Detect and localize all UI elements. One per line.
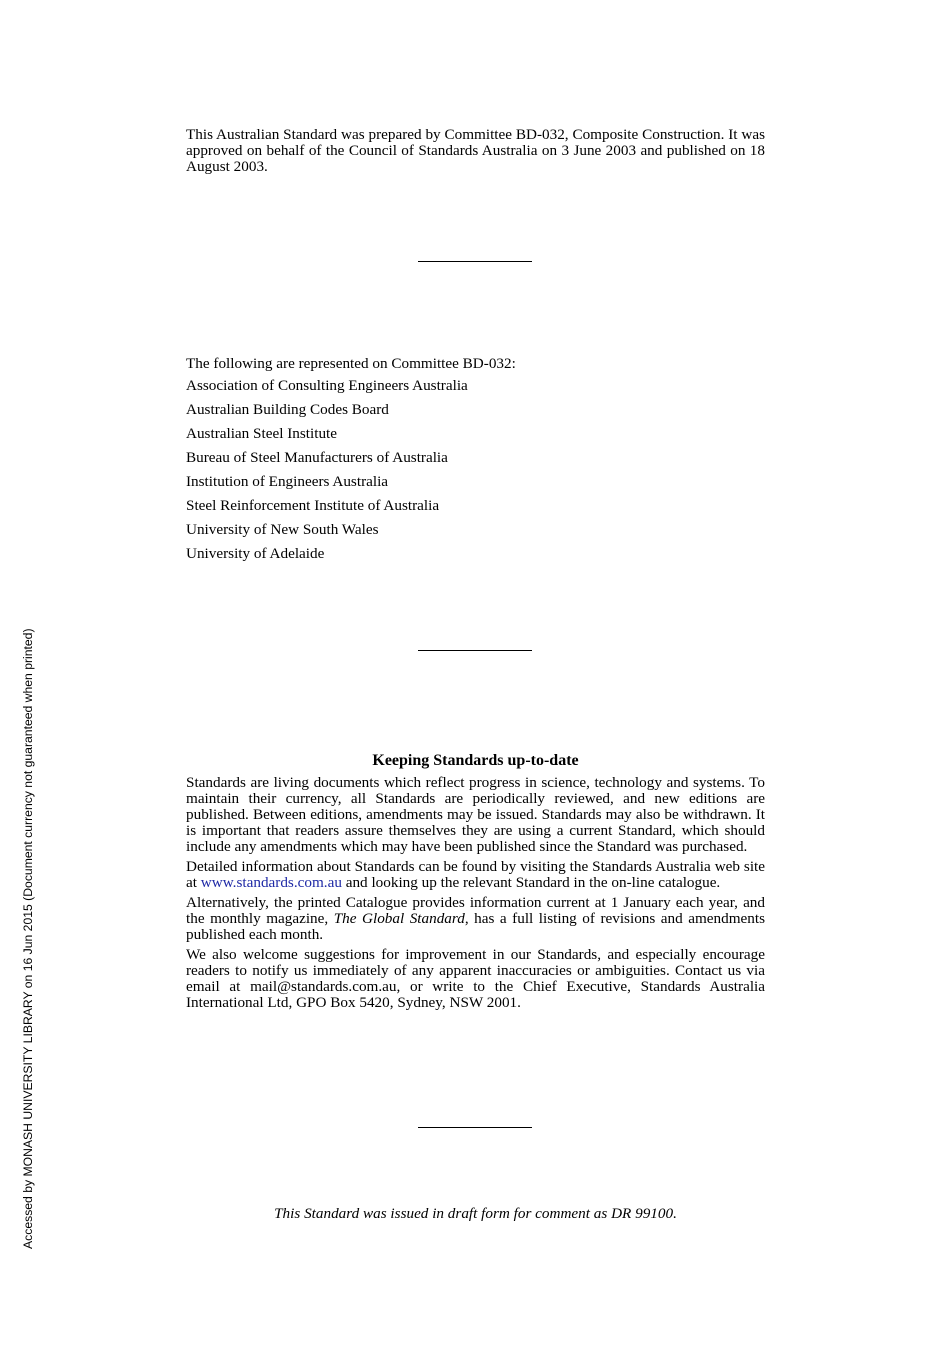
committee-member: Association of Consulting Engineers Australia xyxy=(186,377,468,394)
committee-member: Institution of Engineers Australia xyxy=(186,473,389,490)
keeping-paragraph-4: We also welcome suggestions for improvement in our Standards, and especially encourage readers to notify us immediately of any apparent inaccuracies or ambiguities. Contact us via email at mail@standards.com.au, or write to the Chief Executive, Standards Australia International Ltd, GPO Box 5420, Sydney, NSW 2001. xyxy=(186,946,765,1011)
approval-statement xyxy=(186,127,765,175)
magazine-title: The Global Standard xyxy=(333,910,465,927)
keeping-paragraph-2 xyxy=(186,859,765,891)
committee-member: Australian Building Codes Board xyxy=(186,401,389,418)
keeping-standards-body xyxy=(186,775,765,1015)
approval-text: This Australian Standard was prepared by Committee BD-032, Composite Construction. It was approved on behalf of the Council of Standards Australia on 3 June 2003 and published on 18 August 2003. xyxy=(186,126,765,175)
committee-member: Australian Steel Institute xyxy=(186,425,337,442)
committee-member: Bureau of Steel Manufacturers of Australia xyxy=(186,449,448,466)
committee-member: University of New South Wales xyxy=(186,521,379,538)
keeping-paragraph-3-text: Alternatively, the printed Catalogue provides information current at 1 January each year, and the monthly magazine, xyxy=(186,894,765,927)
section-divider xyxy=(418,261,532,262)
committee-member: University of Adelaide xyxy=(186,545,325,562)
section-divider xyxy=(418,650,532,651)
committee-section xyxy=(186,354,765,566)
keeping-paragraph-1: Standards are living documents which reflect progress in science, technology and systems. To maintain their currency, all Standards are periodically reviewed, and new editions are published. Between editions, amendments may be issued. Standards may also be withdrawn. It is important that readers assure themselves they are using a current Standard, which should include any amendments which may have been published since the Standard was purchased. xyxy=(186,774,765,855)
keeping-paragraph-2-text: Detailed information about Standards can be found by visiting the Standards Australia web site at xyxy=(186,858,765,891)
keeping-paragraph-2-text: and looking up the relevant Standard in the on-line catalogue. xyxy=(341,874,721,891)
keeping-paragraph-3-text: , has a full listing of revisions and amendments published each month. xyxy=(186,910,766,943)
committee-members-list xyxy=(186,374,765,566)
standards-website-link[interactable]: www.standards.com.au xyxy=(200,874,342,891)
keeping-paragraph-3 xyxy=(186,895,765,943)
section-divider xyxy=(418,1127,532,1128)
access-watermark: Accessed by MONASH UNIVERSITY LIBRARY on 16 Jun 2015 (Document currency not guaranteed when printed) xyxy=(21,628,35,1249)
draft-footnote: This Standard was issued in draft form for comment as DR 99100. xyxy=(274,1205,677,1222)
keeping-standards-heading: Keeping Standards up-to-date xyxy=(372,752,579,769)
committee-member: Steel Reinforcement Institute of Australia xyxy=(186,497,440,514)
committee-intro: The following are represented on Committee BD-032: xyxy=(186,355,516,372)
